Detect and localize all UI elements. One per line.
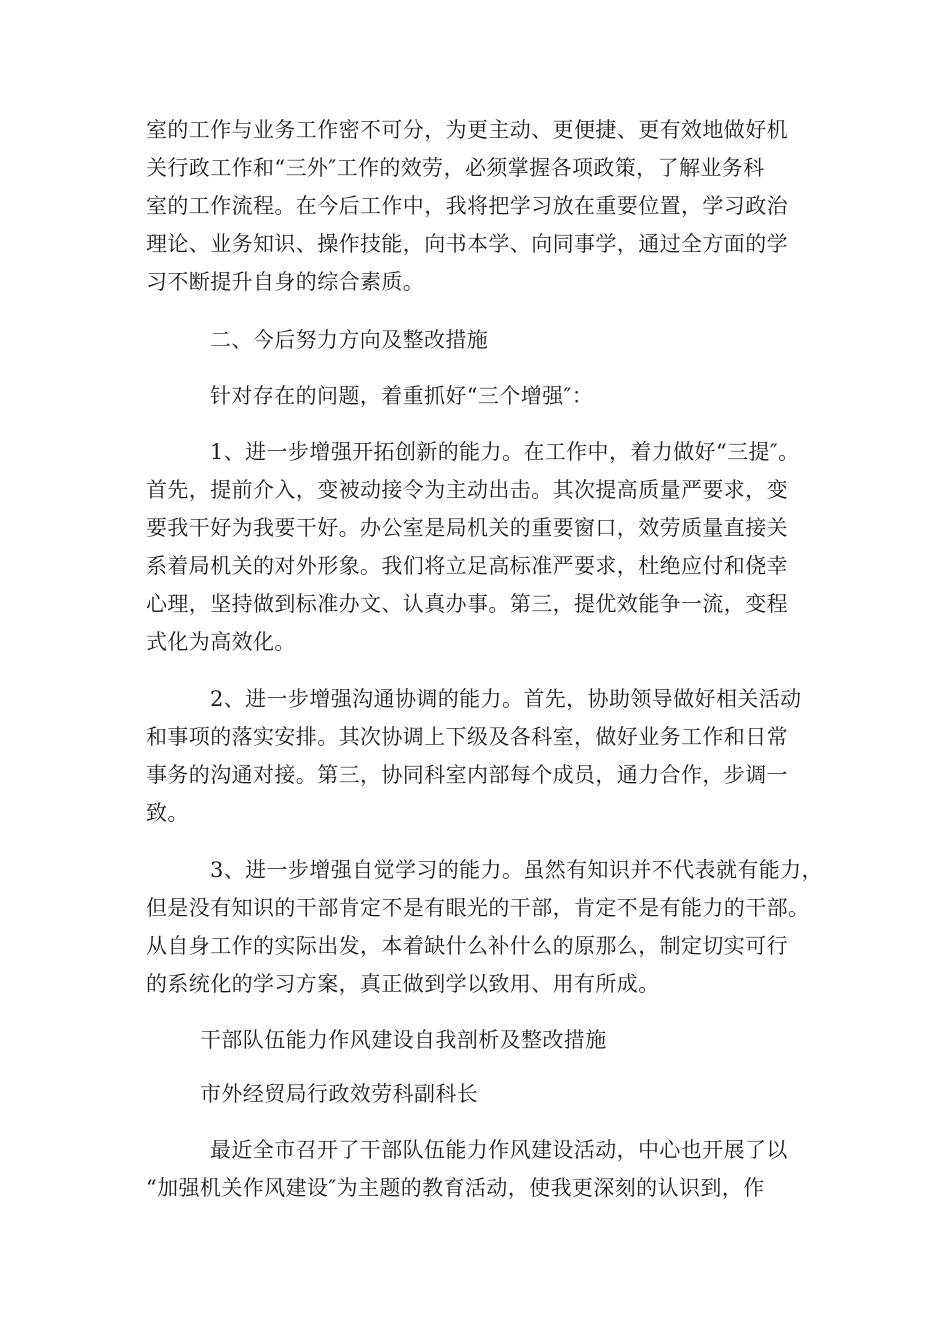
intro-line: 针对存在的问题，着重抓好“三个增强″： [210,384,594,408]
item-3-line-2: 但是没有知识的干部肯定不是有眼光的干部，肯定不是有能力的干部。 [146,896,810,920]
item-2-line-3: 事务的沟通对接。第三，协同科室内部每个成员，通力合作，步调一 [146,763,788,787]
item-2-line-2: 和事项的落实安排。其次协调上下级及各科室，做好业务工作和日常 [146,725,788,749]
item-3-line-1: 3、进一步增强自觉学习的能力。虽然有知识并不代表就有能力， [210,858,823,882]
item-1-line-2: 首先，提前介入，变被动接令为主动出击。其次提高质量严要求，变 [146,478,788,502]
paragraph-1-line-1: 室的工作与业务工作密不可分，为更主动、更便捷、更有效地做好机 [146,118,788,142]
item-1-line-3: 要我干好为我要干好。办公室是局机关的重要窗口，效劳质量直接关 [146,516,788,540]
item-1-line-4: 系着局机关的对外形象。我们将立足高标准严要求，杜绝应付和侥幸 [146,554,788,578]
item-1-line-5: 心理，坚持做到标准办文、认真办事。第三，提优效能争一流，变程 [146,592,788,616]
item-2-line-4: 致。 [146,801,189,825]
item-1-line-6: 式化为高效化。 [146,630,296,654]
item-3-line-3: 从自身工作的实际出发，本着缺什么补什么的原那么，制定切实可行 [146,934,788,958]
item-2-line-1: 2、进一步增强沟通协调的能力。首先，协助领导做好相关活动 [210,687,802,711]
author-line: 市外经贸局行政效劳科副科长 [200,1082,479,1106]
paragraph-1-line-2: 关行政工作和“三外″工作的效劳，必须掌握各项政策，了解业务科 [146,156,765,180]
item-1-line-1: 1、进一步增强开拓创新的能力。在工作中，着力做好“三提″。 [210,440,800,464]
article-title: 干部队伍能力作风建设自我剖析及整改措施 [200,1028,607,1052]
section-heading: 二、今后努力方向及整改措施 [210,328,489,352]
paragraph-1-line-5: 习不断提升自身的综合素质。 [146,270,425,294]
last-paragraph-line-2: “加强机关作风建设″为主题的教育活动，使我更深刻的认识到，作 [146,1176,765,1200]
last-paragraph-line-1: 最近全市召开了干部队伍能力作风建设活动，中心也开展了以 [210,1138,788,1162]
paragraph-1-line-4: 理论、业务知识、操作技能，向书本学、向同事学，通过全方面的学 [146,232,788,256]
paragraph-1-line-3: 室的工作流程。在今后工作中，我将把学习放在重要位置，学习政治 [146,194,788,218]
item-3-line-4: 的系统化的学习方案，真正做到学以致用、用有所成。 [146,972,660,996]
